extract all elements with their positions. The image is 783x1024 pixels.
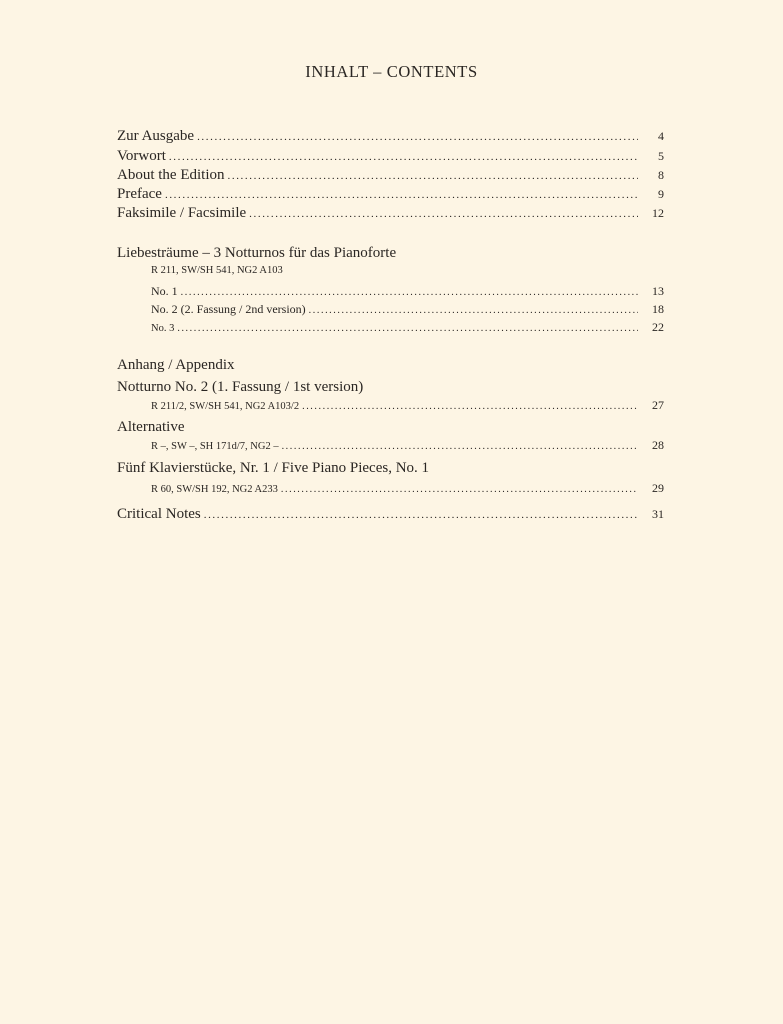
work-title: Liebesträume – 3 Notturnos für das Pianoforte xyxy=(117,245,397,261)
catalog-numbers: R 211/2, SW/SH 541, NG2 A103/2 xyxy=(151,401,300,412)
toc-entry-label: No. 1 xyxy=(151,284,178,298)
dot-leader xyxy=(302,401,638,412)
dot-leader xyxy=(197,131,638,143)
toc-entry-label: Preface xyxy=(117,186,162,202)
appendix-heading: Anhang / Appendix xyxy=(117,357,235,373)
toc-entry-preface[interactable] xyxy=(117,186,664,203)
page-number: 8 xyxy=(658,168,664,182)
dot-leader xyxy=(177,323,638,334)
toc-entry-label: No. 2 (2. Fassung / 2nd version) xyxy=(151,302,306,316)
page-number: 18 xyxy=(652,302,664,316)
appendix-item-title: Fünf Klavierstücke, Nr. 1 / Five Piano Pieces, No. 1 xyxy=(117,460,430,476)
toc-entry-no-2[interactable] xyxy=(151,302,664,317)
dot-leader xyxy=(169,151,638,163)
page-number: 29 xyxy=(652,481,664,495)
page-number: 22 xyxy=(652,320,664,334)
page-number: 27 xyxy=(652,398,664,412)
toc-entry-about-the-edition[interactable] xyxy=(117,167,664,184)
catalog-numbers: R 60, SW/SH 192, NG2 A233 xyxy=(151,484,278,495)
toc-entry-alternative[interactable] xyxy=(151,438,664,453)
dot-leader xyxy=(281,484,638,495)
page-number: 31 xyxy=(652,507,664,521)
toc-entry-notturno-no-2-first-version[interactable] xyxy=(151,398,664,413)
toc-entry-no-3[interactable] xyxy=(151,320,664,335)
catalog-numbers: R –, SW –, SH 171d/7, NG2 – xyxy=(151,441,279,452)
dot-leader xyxy=(309,305,638,316)
page-number: 12 xyxy=(652,206,664,220)
appendix-item-title: Alternative xyxy=(117,419,185,435)
dot-leader xyxy=(249,208,638,220)
toc-entry-label: Critical Notes xyxy=(117,506,201,522)
dot-leader xyxy=(181,287,638,298)
toc-entry-label: Faksimile / Facsimile xyxy=(117,205,247,221)
toc-entry-label: No. 3 xyxy=(151,323,175,334)
dot-leader xyxy=(282,441,638,452)
toc-entry-label: Zur Ausgabe xyxy=(117,128,195,144)
toc-entry-zur-ausgabe[interactable] xyxy=(117,128,664,145)
toc-entry-fuenf-klavierstuecke[interactable] xyxy=(151,481,664,496)
page-number: 4 xyxy=(658,129,664,143)
toc-entry-no-1[interactable] xyxy=(151,284,664,299)
page-title: INHALT – CONTENTS xyxy=(305,62,478,81)
page-number: 28 xyxy=(652,438,664,452)
dot-leader xyxy=(165,189,638,201)
toc-entry-vorwort[interactable] xyxy=(117,148,664,165)
dot-leader xyxy=(228,170,639,182)
toc-entry-label: Vorwort xyxy=(117,148,166,164)
page-number: 5 xyxy=(658,149,664,163)
work-catalog-numbers: R 211, SW/SH 541, NG2 A103 xyxy=(151,265,283,276)
toc-entry-critical-notes[interactable] xyxy=(117,506,664,523)
toc-entry-facsimile[interactable] xyxy=(117,205,664,222)
appendix-item-title: Notturno No. 2 (1. Fassung / 1st version) xyxy=(117,379,364,395)
toc-entry-label: About the Edition xyxy=(117,167,225,183)
page-number: 9 xyxy=(658,187,664,201)
page-number: 13 xyxy=(652,284,664,298)
dot-leader xyxy=(204,509,638,521)
